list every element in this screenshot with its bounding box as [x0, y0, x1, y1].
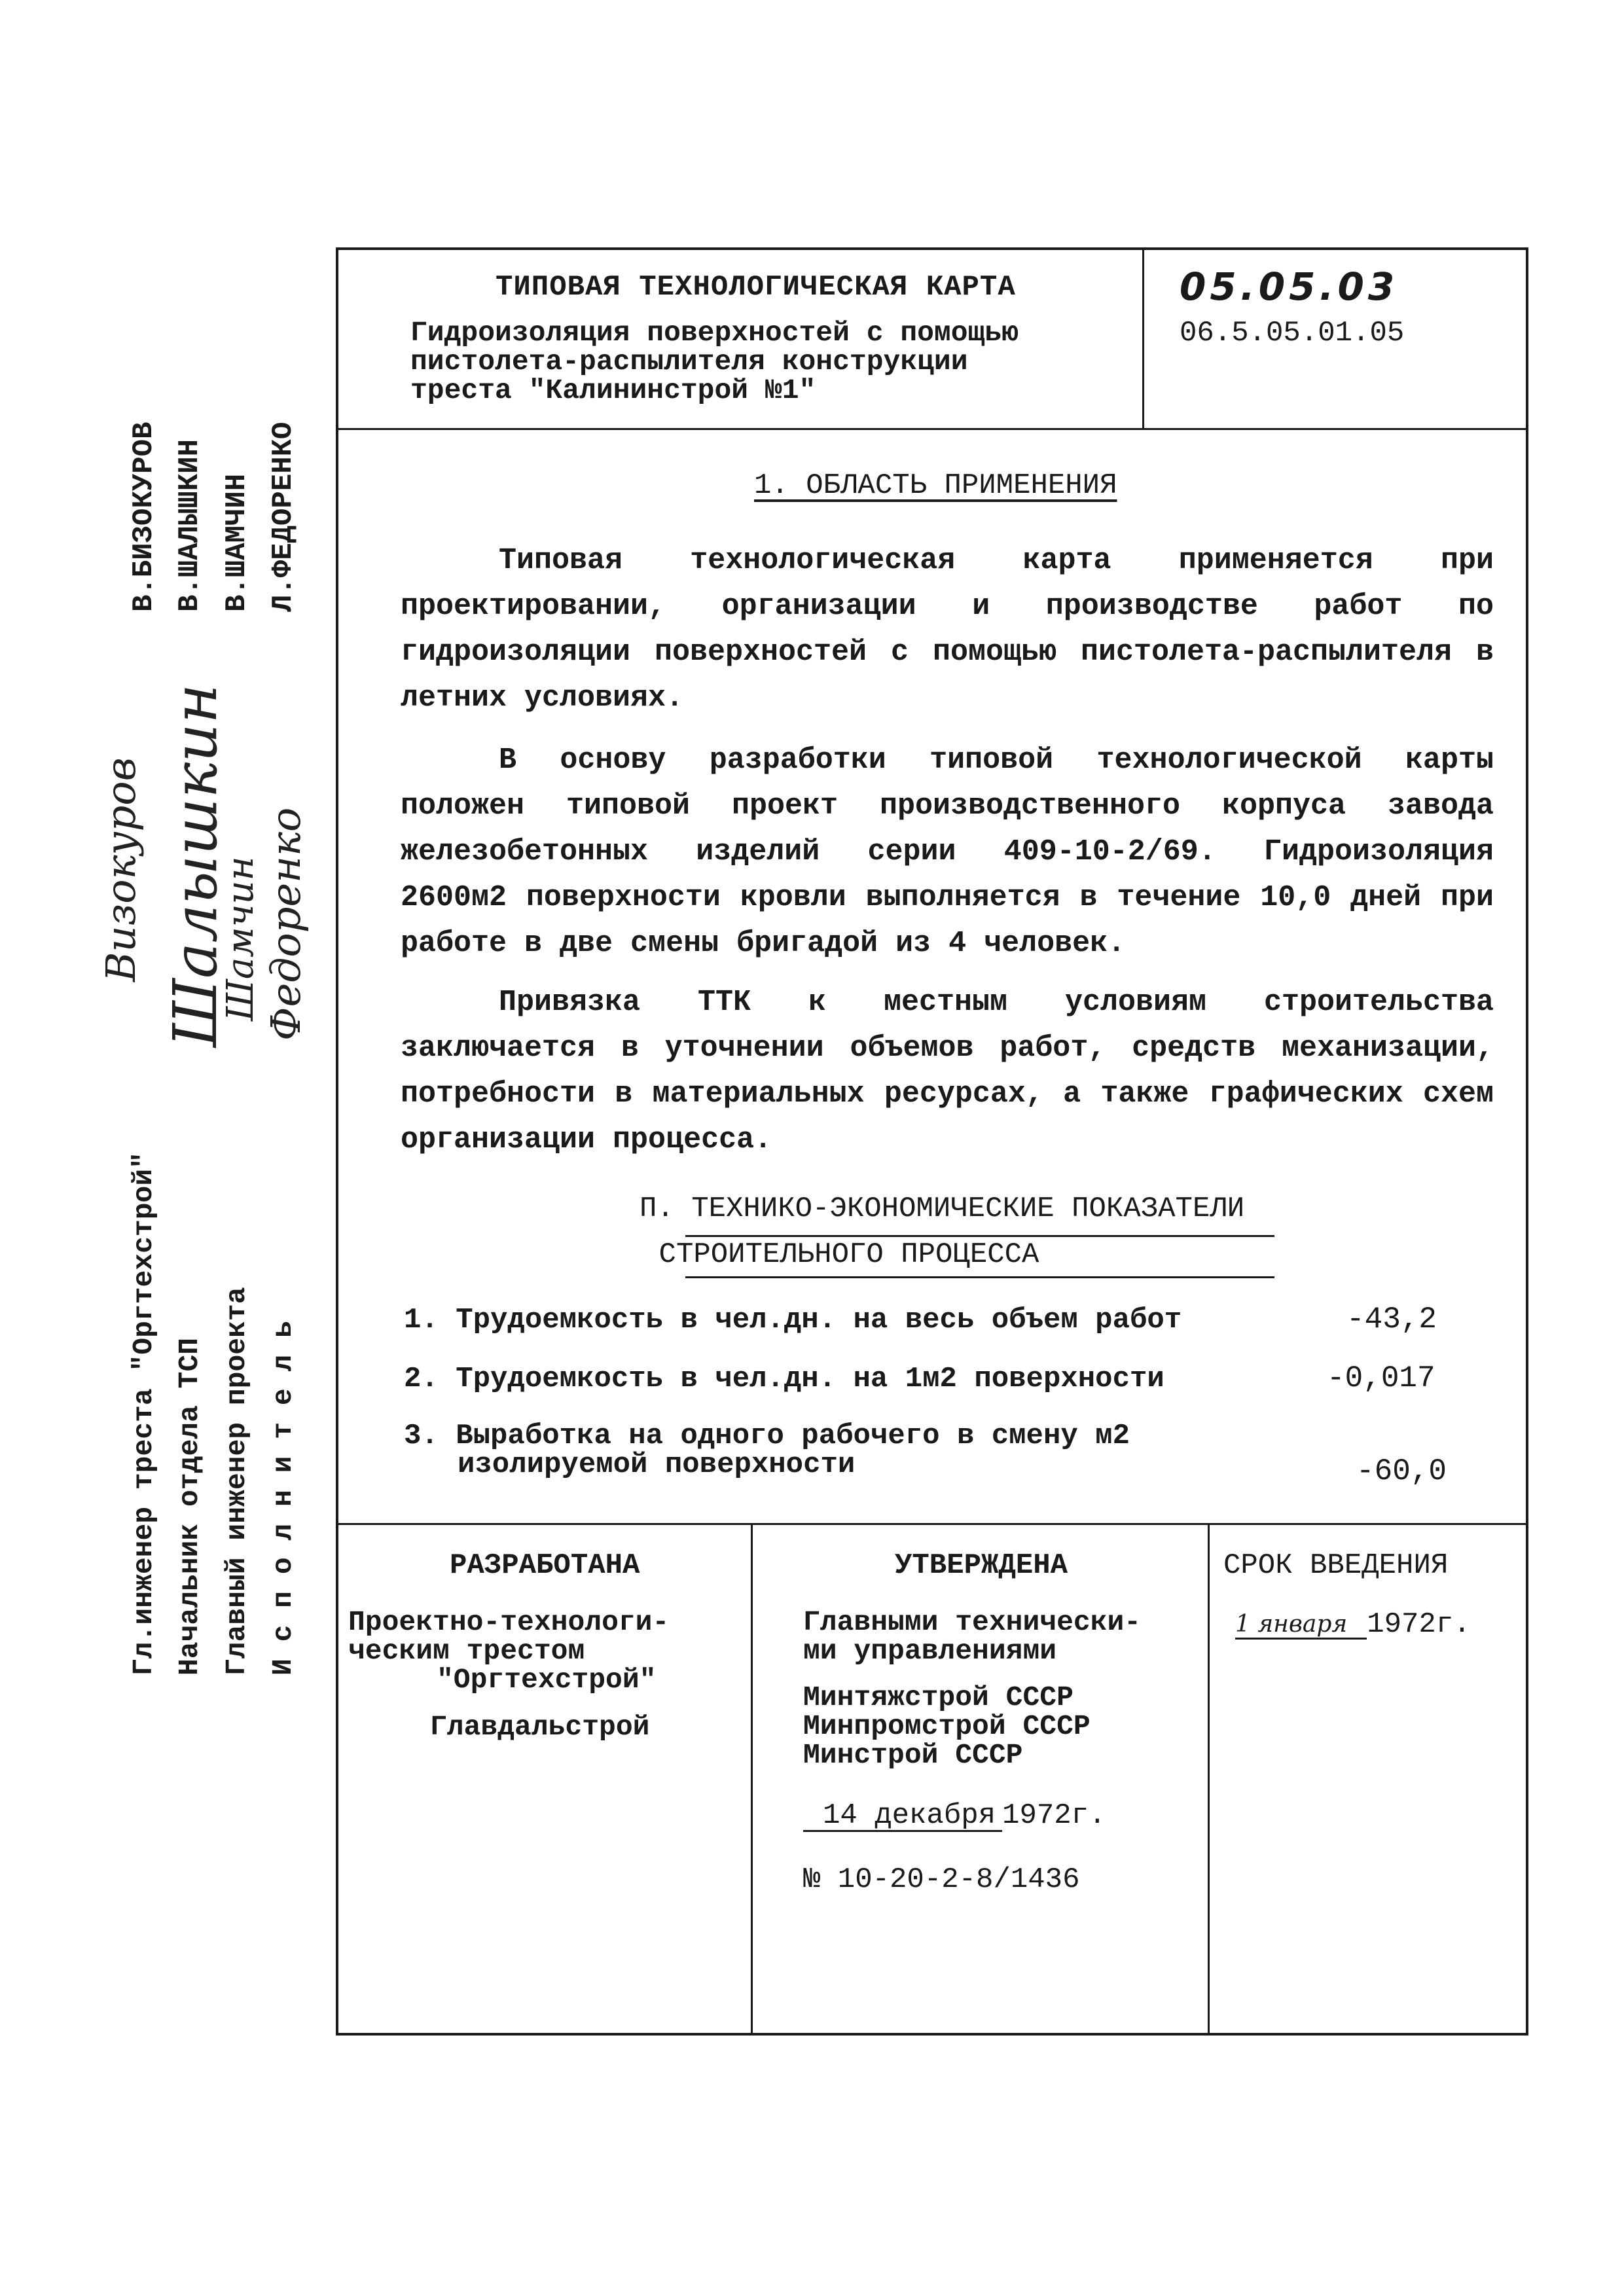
approved-line-2: ми управлениями: [803, 1635, 1057, 1667]
indicator-row-1: [404, 1304, 1182, 1336]
developed-line-1: Проектно-технологи-: [348, 1606, 670, 1638]
section-1-paragraph-1: Типовая технологическая карта применяется при проектировании, организации и производстве работ по гидроизоляции поверхностей с помощью пистолета-распылителя в летних условиях.: [401, 544, 1494, 715]
approved-number: № 10-20-2-8/1436: [803, 1863, 1080, 1896]
developed-line-3: "Оргтехстрой": [437, 1664, 657, 1696]
indicator-text-3: Выработка на одного рабочего в смену м2: [456, 1420, 1130, 1452]
document-subtitle: [410, 319, 1104, 405]
document-code: 06.5.05.01.05: [1180, 317, 1405, 350]
indicator-num-1: 1.: [404, 1304, 439, 1336]
margin-name-3: В.ШАМЧИН: [221, 473, 253, 612]
approved-line-5: Минстрой СССР: [803, 1739, 1023, 1771]
developed-heading: РАЗРАБОТАНА: [450, 1549, 640, 1582]
subtitle-line-1: Гидроизоляция поверхностей с помощью: [410, 317, 1019, 349]
indicator-value-3: -60,0: [1356, 1454, 1447, 1488]
indicator-text-1: Трудоемкость в чел.дн. на весь объем работ: [456, 1304, 1182, 1336]
effective-date-year: 1972г.: [1367, 1608, 1471, 1641]
signature-3: Шамчин: [219, 856, 262, 1021]
approved-line-3: Минтяжстрой СССР: [803, 1681, 1074, 1713]
section-2-heading-line-2-text: СТРОИТЕЛЬНОГО ПРОЦЕССА: [659, 1238, 1039, 1271]
effective-date-hand: 1 января: [1235, 1611, 1367, 1640]
indicator-value-1: -43,2: [1346, 1302, 1437, 1336]
approved-date-year: 1972г.: [1002, 1799, 1106, 1832]
document-title: ТИПОВАЯ ТЕХНОЛОГИЧЕСКАЯ КАРТА: [496, 271, 1016, 304]
indicator-text-2: Трудоемкость в чел.дн. на 1м2 поверхности: [456, 1363, 1164, 1395]
section-1-paragraph-3: Привязка ТТК к местным условиям строительства заключается в уточнении объемов работ, средств механизации, потребности в материальных ресурсах, а также графических схем организации процесса.: [401, 986, 1494, 1157]
approved-date: [803, 1801, 1106, 1832]
approved-date-day: 14 декабря: [803, 1801, 1002, 1832]
section-2-heading-line-2: [659, 1235, 1274, 1271]
footer-top-rule: [338, 1523, 1526, 1525]
developed-line-2: ческим трестом: [348, 1635, 585, 1667]
effective-date: [1235, 1608, 1471, 1641]
handwritten-code: 05.05.03: [1180, 264, 1399, 309]
subtitle-line-2: пистолета-распылителя конструкции: [410, 346, 968, 378]
approved-line-4: Минпромстрой СССР: [803, 1710, 1091, 1742]
document-frame: [336, 247, 1528, 2036]
signature-2: Шалышкин: [160, 683, 230, 1047]
indicator-num-2: 2.: [404, 1363, 439, 1395]
section-1-heading: 1. ОБЛАСТЬ ПРИМЕНЕНИЯ: [754, 469, 1117, 502]
margin-name-1: В.БИЗОКУРОВ: [128, 422, 160, 612]
header-bottom-rule: [338, 428, 1526, 430]
header-divider: [1142, 250, 1144, 428]
footer-divider-1: [751, 1523, 753, 2033]
indicator-num-3: 3.: [404, 1420, 439, 1452]
section-1-paragraph-2: В основу разработки типовой технологической карты положен типовой проект производственного корпуса завода железобетонных изделий серии 409-10-2/69. Гидроизоляция 2600м2 поверхности кровли выполняется в течение 10,0 дней при работе в две смены бригадой из 4 человек.: [401, 744, 1494, 960]
effective-heading: СРОК ВВЕДЕНИЯ: [1223, 1549, 1449, 1582]
indicator-text-3b: изолируемой поверхности: [458, 1448, 856, 1481]
approved-line-1: Главными техничecки-: [803, 1606, 1142, 1638]
approved-heading: УТВЕРЖДЕНА: [895, 1549, 1068, 1582]
margin-position-3: Главный инженер проекта: [221, 1287, 253, 1676]
developed-line-4: Главдальстрой: [430, 1711, 650, 1743]
subtitle-line-3: треста "Калининстрой №1": [410, 374, 816, 406]
section-2-heading-underline: [685, 1276, 1274, 1278]
margin-position-4: И с п о л н и т е л ь: [267, 1321, 299, 1676]
margin-name-2: В.ШАЛЫШКИН: [173, 439, 206, 612]
signature-1: Визокуров: [97, 757, 145, 982]
footer-divider-2: [1208, 1523, 1210, 2033]
margin-position-2: Начальник отдела ТСП: [173, 1337, 206, 1676]
indicator-row-2: [404, 1363, 1164, 1395]
section-2-heading-line-1: П. ТЕХНИКО-ЭКОНОМИЧЕСКИЕ ПОКАЗАТЕЛИ: [640, 1193, 1245, 1225]
signature-4: Федоренко: [262, 807, 310, 1041]
indicator-value-2: -0,017: [1327, 1361, 1435, 1395]
margin-position-1: Гл.инженер треста "Оргтехстрой": [128, 1152, 160, 1676]
indicator-row-3: [404, 1422, 1130, 1479]
margin-name-4: Л.ФЕДОРЕНКО: [267, 422, 300, 612]
